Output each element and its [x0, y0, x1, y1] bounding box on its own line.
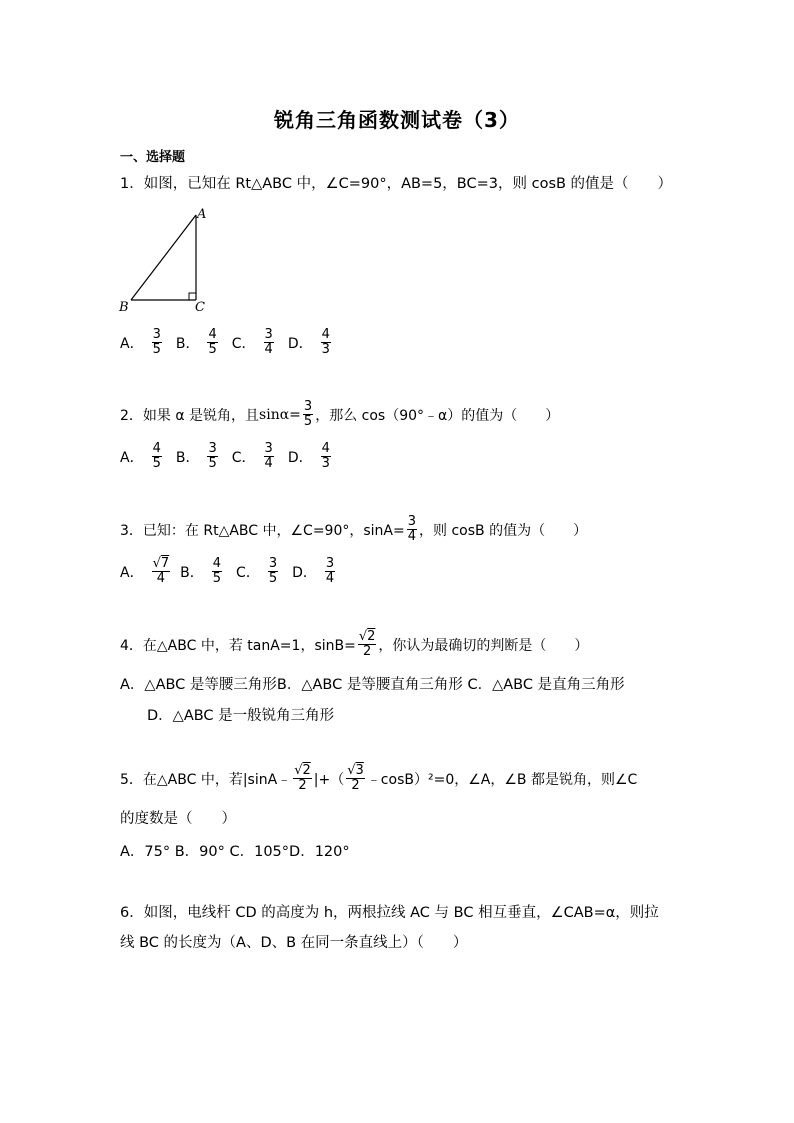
option-d-label[interactable]: D． — [287, 449, 313, 466]
option-d-fraction: $\frac{3}{4}$ — [325, 556, 335, 586]
question-5-abs-open: |sinA﹣ — [242, 771, 292, 788]
option-a-fraction: $\frac{3}{5}$ — [152, 327, 161, 357]
section-heading: 一、选择题 — [120, 150, 186, 165]
question-4-pre: 4．在△ABC 中，若 tanA=1，sinB= — [120, 637, 356, 654]
question-6-line-2: 线 BC 的长度为（A、D、B 在同一条直线上）（ ） — [120, 935, 468, 951]
question-5-options: A．75° B．90° C．105°D．120° — [120, 844, 350, 860]
vertex-label-c: C — [195, 300, 205, 315]
sqrt-sign: √ — [347, 763, 356, 778]
option-a-label[interactable]: A． — [120, 449, 144, 466]
option-a-label[interactable]: A． — [120, 335, 144, 352]
question-2-pre: 2．如果 α 是锐角，且 — [120, 407, 260, 424]
option-d-label[interactable]: D． — [287, 335, 313, 352]
option-b-fraction: $\frac{4}{5}$ — [208, 327, 217, 357]
vertex-label-a: A — [197, 207, 207, 222]
question-5-line-2: 的度数是（ ） — [120, 811, 236, 827]
question-2-fraction: $\frac{3}{5}$ — [303, 399, 313, 429]
option-c-label[interactable]: C． — [231, 335, 256, 352]
vertex-label-b: B — [119, 300, 129, 315]
option-a-label[interactable]: A． — [120, 564, 144, 581]
question-1-text: 1．如图，已知在 Rt△ABC 中，∠C=90°，AB=5，BC=3，则 cosB 的值是（ ） — [120, 176, 673, 192]
option-d-label[interactable]: D． — [292, 564, 317, 581]
option-d-fraction: $\frac{4}{3}$ — [321, 327, 330, 357]
question-5-fraction-2: $\frac{√3}{2}$ — [347, 763, 364, 793]
option-a-fraction: $\frac{4}{5}$ — [152, 441, 161, 471]
question-3-post: ，则 cosB 的值为（ ） — [419, 522, 588, 539]
question-1-options — [120, 328, 333, 357]
option-b-label[interactable]: B． — [175, 335, 200, 352]
question-4-post: ，你认为最确切的判断是（ ） — [378, 637, 589, 654]
question-5-abs-close: |+（ — [313, 771, 345, 788]
page-title: 锐角三角函数测试卷（3） — [274, 108, 520, 132]
option-c-label[interactable]: C． — [236, 564, 260, 581]
question-3-options — [120, 557, 337, 586]
option-c-fraction: $\frac{3}{4}$ — [264, 441, 273, 471]
option-c-fraction: $\frac{3}{4}$ — [264, 327, 273, 357]
question-2-text — [120, 400, 559, 429]
sqrt-sign: √ — [294, 763, 303, 778]
question-4-fraction: $\frac{√2}{2}$ — [358, 629, 376, 659]
question-2-options — [120, 442, 333, 471]
question-3-pre: 3．已知：在 Rt△ABC 中，∠C=90°，sinA= — [120, 522, 405, 539]
option-b-label[interactable]: B． — [180, 564, 204, 581]
question-2-func: sinα= — [259, 406, 301, 423]
option-c-label[interactable]: C． — [231, 449, 256, 466]
question-3-text — [120, 515, 587, 544]
option-c-fraction: $\frac{3}{5}$ — [268, 556, 278, 586]
triangle-figure — [115, 205, 215, 315]
question-5-text — [120, 764, 637, 793]
question-4-options-line-2: D．△ABC 是一般锐角三角形 — [147, 708, 335, 724]
side-ab — [131, 215, 196, 300]
option-b-fraction: $\frac{3}{5}$ — [208, 441, 217, 471]
question-4-text — [120, 630, 588, 659]
question-5-mid: ﹣cosB）²=0，∠A，∠B 都是锐角，则∠C — [366, 771, 638, 788]
question-3-fraction: $\frac{3}{4}$ — [407, 514, 417, 544]
question-5-pre: 5．在△ABC 中，若 — [120, 771, 243, 788]
sqrt-sign: √ — [358, 629, 368, 644]
option-b-fraction: $\frac{4}{5}$ — [212, 556, 222, 586]
question-5-fraction-1: $\frac{√2}{2}$ — [294, 763, 311, 793]
option-d-fraction: $\frac{4}{3}$ — [321, 441, 330, 471]
question-4-options-line-1: A．△ABC 是等腰三角形B．△ABC 是等腰直角三角形 C．△ABC 是直角三角形 — [120, 677, 625, 693]
sqrt-sign: √ — [152, 556, 161, 571]
option-a-fraction: $\frac{√7}{4}$ — [152, 556, 170, 586]
question-2-post: ，那么 cos（90°﹣α）的值为（ ） — [315, 407, 560, 424]
option-b-label[interactable]: B． — [175, 449, 200, 466]
right-angle-mark — [189, 293, 196, 300]
question-6-line-1: 6．如图，电线杆 CD 的高度为 h，两根拉线 AC 与 BC 相互垂直，∠CAB=α，则拉 — [120, 905, 659, 921]
